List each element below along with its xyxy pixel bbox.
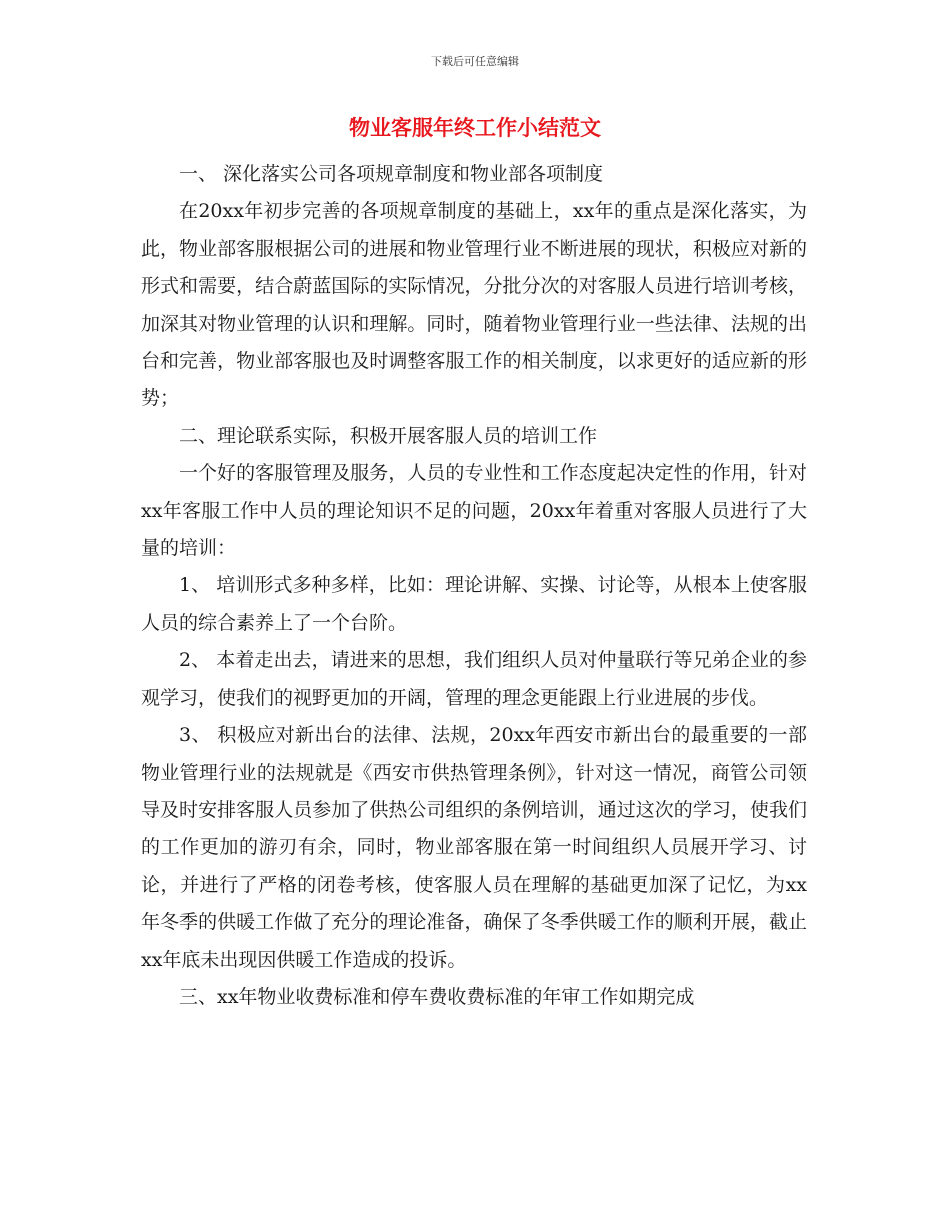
page-header: 下载后可任意编辑 bbox=[431, 55, 519, 68]
section-heading-1: 一、 深化落实公司各项规章制度和物业部各项制度 bbox=[179, 163, 604, 185]
paragraph: 在20xx年初步完善的各项规章制度的基础上，xx年的重点是深化落实，为此，物业部客服根据公司的进展和物业管理行业不断进展的现状，积极应对新的形式和需要，结合蔚蓝国际的实际情况，分批分次的对客服人员进行培训考核，加深其对物业管理的认识和理解。同时，随着物业管理行业一些法律、法规的出台和完善，物业部客服也及时调整客服工作的相关制度，以求更好的适应新的形势； bbox=[141, 200, 807, 410]
paragraph: 一个好的客服管理及服务，人员的专业性和工作态度起决定性的作用，针对xx年客服工作中人员的理论知识不足的问题，20xx年着重对客服人员进行了大量的培训： bbox=[141, 462, 807, 560]
section-heading-2: 二、理论联系实际，积极开展客服人员的培训工作 bbox=[179, 424, 598, 447]
document-body bbox=[141, 156, 807, 1016]
list-item-3: 3、 积极应对新出台的法律、法规，20xx年西安市新出台的最重要的一部物业管理行业的法规就是《西安市供热管理条例》，针对这一情况，商管公司领导及时安排客服人员参加了供热公司组织的条例培训，通过这次的学习，使我们的工作更加的游刃有余，同时，物业部客服在第一时间组织人员展开学习、讨论，并进行了严格的闭卷考核，使客服人员在理解的基础更加深了记忆，为xx年冬季的供暖工作做了充分的理论准备，确保了冬季供暖工作的顺利开展，截止xx年底未出现因供暖工作造成的投诉。 bbox=[141, 724, 807, 971]
list-item-2: 2、 本着走出去，请进来的思想，我们组织人员对仲量联行等兄弟企业的参观学习，使我们的视野更加的开阔，管理的理念更能跟上行业进展的步伐。 bbox=[141, 649, 807, 709]
section-heading-3: 三、xx年物业收费标准和停车费收费标准的年审工作如期完成 bbox=[179, 985, 695, 1008]
document-title: 物业客服年终工作小结范文 bbox=[349, 116, 601, 140]
list-item-1: 1、 培训形式多种多样，比如：理论讲解、实操、讨论等，从根本上使客服人员的综合素养上了一个台阶。 bbox=[141, 574, 807, 634]
